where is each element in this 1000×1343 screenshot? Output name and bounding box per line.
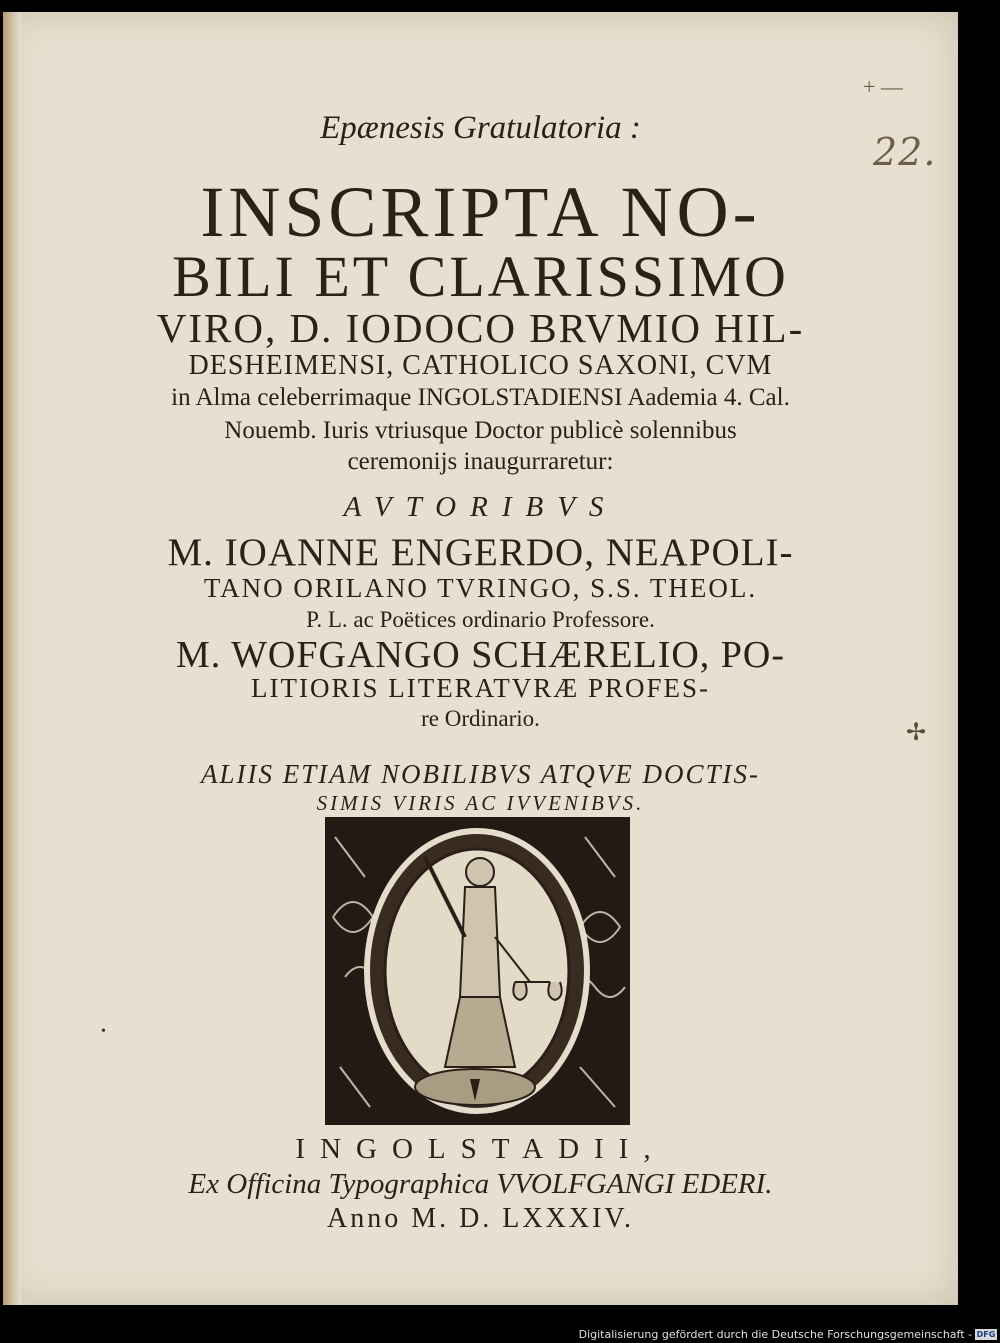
title-line-2: INSCRIPTA NO- xyxy=(200,172,761,252)
folio-number: 22. xyxy=(873,130,937,174)
imprint-printer: Ex Officina Typographica VVOLFGANGI EDERI. xyxy=(188,1168,773,1200)
digitization-credit: Digitalisierung gefördert durch die Deutsche Forschungsgemeinschaft - xyxy=(578,1328,972,1341)
title-line-3: BILI ET CLARISSIMO xyxy=(172,244,789,309)
imprint-city: INGOLSTADII, xyxy=(295,1133,666,1165)
author-1-line-3: P. L. ac Poëtices ordinario Professore. xyxy=(306,607,655,632)
authors-heading: AVTORIBVS xyxy=(343,491,618,523)
woodcut-printer-device xyxy=(325,817,630,1125)
title-line-6: in Alma celeberrimaque INGOLSTADIENSI Aademia 4. Cal. xyxy=(171,384,790,411)
author-1-line-2: TANO ORILANO TVRINGO, S.S. THEOL. xyxy=(203,573,758,603)
title-line-7: Nouemb. Iuris vtriusque Doctor publicè solennibus xyxy=(224,417,737,444)
stray-dot-mark: • xyxy=(101,1024,106,1039)
author-2-line-2: LITIORIS LITERATVRÆ PROFES- xyxy=(250,673,710,703)
title-line-8: ceremonijs inaugurraretur: xyxy=(347,448,614,475)
title-line-5: DESHEIMENSI, CATHOLICO SAXONI, CVM xyxy=(188,350,773,381)
author-2-line-3: re Ordinario. xyxy=(421,706,540,731)
justice-woodcut-image xyxy=(325,817,630,1125)
margin-ornament-mark: ✢ xyxy=(906,720,927,746)
title-page xyxy=(3,12,958,1305)
author-2-line-1: M. WOFGANGO SCHÆRELIO, PO- xyxy=(175,634,786,676)
title-line-4: VIRO, D. IODOCO BRVMIO HIL- xyxy=(156,305,805,351)
title-line-1: Epænesis Gratulatoria : xyxy=(320,110,641,146)
dfg-logo-badge: DFG xyxy=(976,1330,996,1339)
top-margin-marks: + — xyxy=(863,74,903,99)
imprint-year: Anno M. D. LXXXIV. xyxy=(326,1203,635,1234)
others-line-2: SIMIS VIRIS AC IVVENIBVS. xyxy=(316,791,645,815)
others-line-1: ALIIS ETIAM NOBILIBVS ATQVE DOCTIS- xyxy=(201,759,760,789)
author-1-line-1: M. IOANNE ENGERDO, NEAPOLI- xyxy=(167,531,794,574)
